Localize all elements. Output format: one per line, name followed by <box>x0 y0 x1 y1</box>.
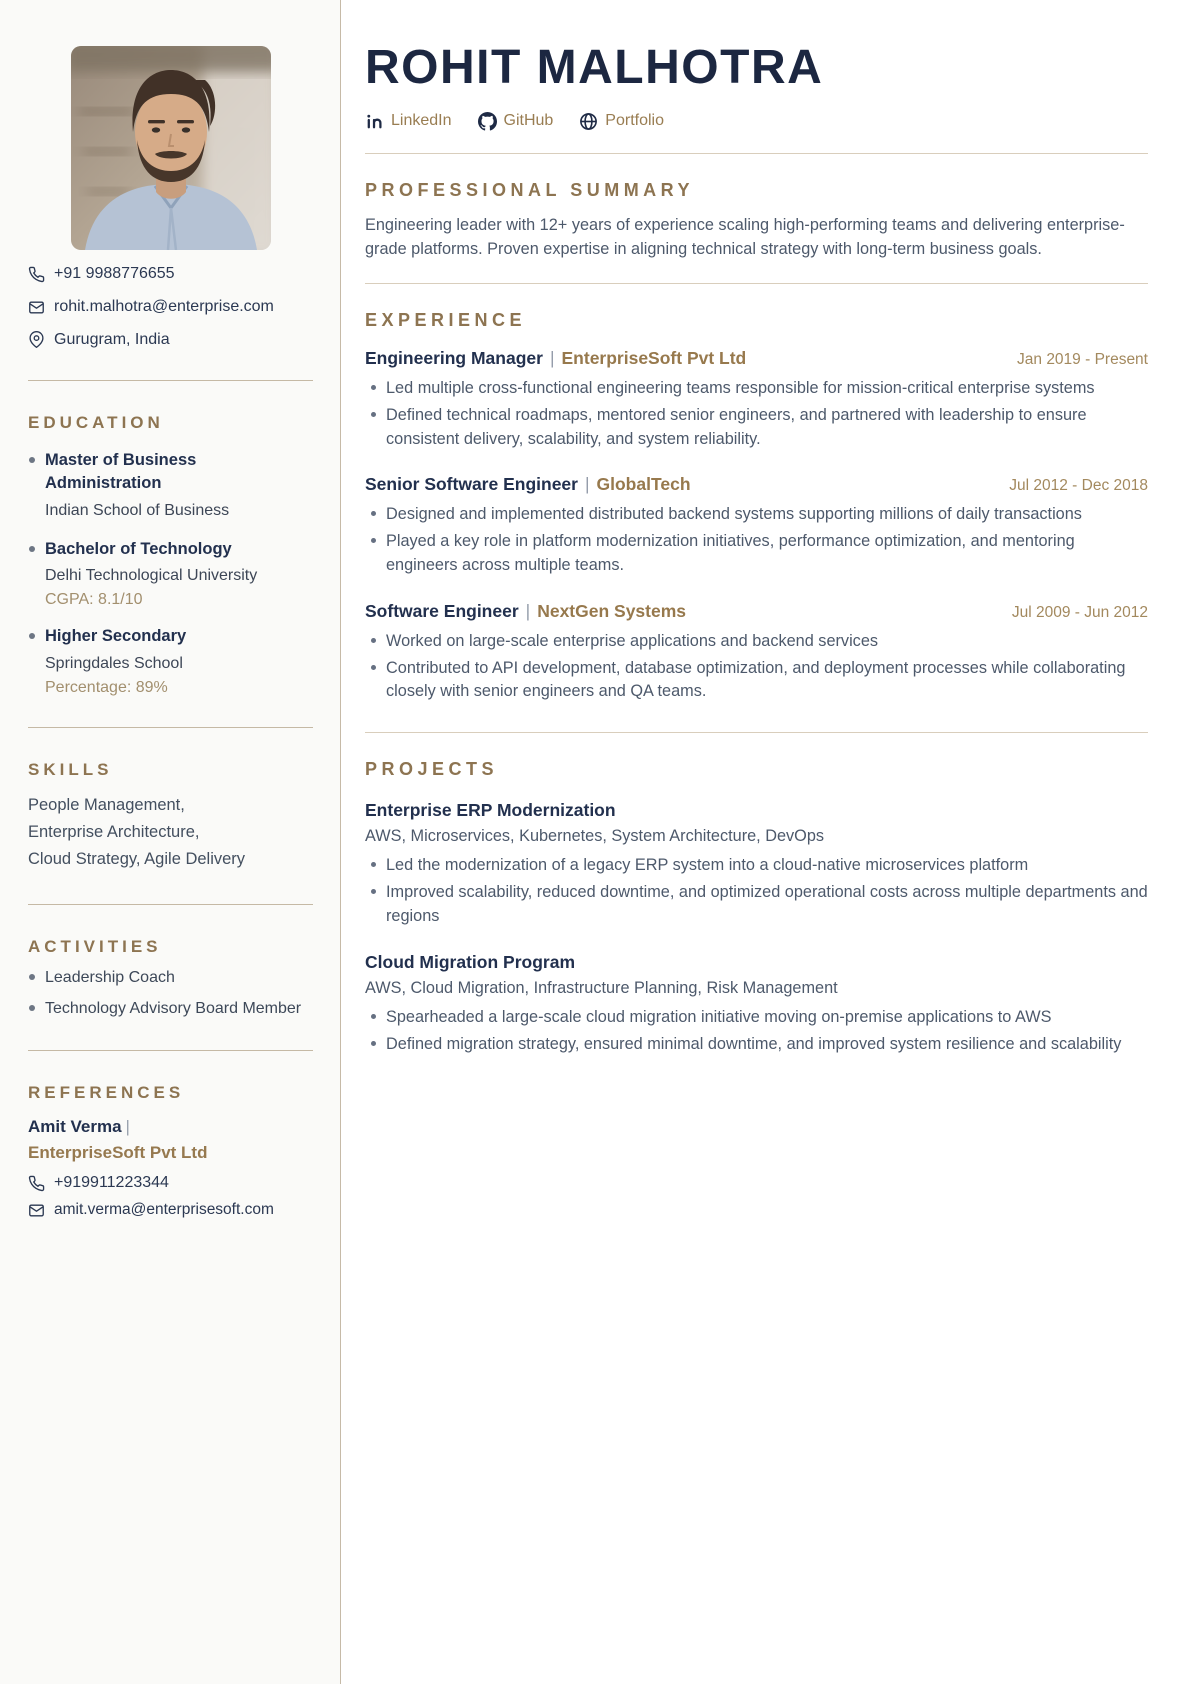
project-bullet: Spearheaded a large-scale cloud migration initiative moving on-premise applications to AWS <box>365 1006 1148 1030</box>
linkedin-label: LinkedIn <box>391 112 452 130</box>
school-name: Springdales School <box>45 654 183 672</box>
score-text: Percentage: 89% <box>45 678 168 696</box>
phone-icon <box>28 266 45 283</box>
project-bullets <box>365 854 1148 928</box>
education-item <box>28 449 313 522</box>
mail-icon <box>28 1202 45 1219</box>
job-header <box>365 474 1148 495</box>
job-bullets <box>365 377 1148 451</box>
skills-line: People Management, <box>28 795 185 814</box>
profile-photo-art <box>71 46 271 250</box>
education-item <box>28 538 313 609</box>
degree-name: Master of Business Administration <box>45 451 197 493</box>
job-title-line <box>365 348 746 369</box>
portfolio-label: Portfolio <box>605 112 664 130</box>
job-bullet: Designed and implemented distributed backend systems supporting millions of daily transactions <box>365 503 1148 527</box>
project-bullet: Defined migration strategy, ensured minimal downtime, and improved system resilience and scalability <box>365 1033 1148 1057</box>
degree-name: Higher Secondary <box>45 627 187 646</box>
sidebar-divider <box>28 727 313 728</box>
education-section-title: EDUCATION <box>28 413 164 433</box>
project-bullets <box>365 1006 1148 1057</box>
job-company: EnterpriseSoft Pvt Ltd <box>561 348 747 369</box>
job-dates: Jul 2009 - Jun 2012 <box>1011 603 1148 621</box>
mail-icon <box>28 299 45 316</box>
job-header <box>365 348 1148 369</box>
project-name: Cloud Migration Program <box>365 952 575 973</box>
contact-location <box>28 330 313 351</box>
job-bullets <box>365 503 1148 577</box>
references-section-title: REFERENCES <box>28 1082 185 1102</box>
skills-line: Cloud Strategy, Agile Delivery <box>28 850 246 869</box>
activity-item: Technology Advisory Board Member <box>28 998 313 1020</box>
github-link[interactable] <box>478 112 554 131</box>
job-bullet: Worked on large-scale enterprise applications and backend services <box>365 630 1148 654</box>
social-links <box>365 112 1148 131</box>
github-icon <box>478 112 497 131</box>
summary-section-title: PROFESSIONAL SUMMARY <box>365 179 695 200</box>
job-bullet: Played a key role in platform modernization initiatives, performance optimization, and mentoring engineers across multiple teams. <box>365 530 1148 578</box>
reference-email[interactable] <box>28 1200 313 1220</box>
job-separator: | <box>584 474 590 495</box>
score-text: CGPA: 8.1/10 <box>45 591 143 609</box>
sidebar <box>0 0 341 1684</box>
job-role: Software Engineer <box>365 600 519 621</box>
job-separator: | <box>549 348 555 369</box>
project-entry <box>365 952 1148 1057</box>
reference-name-line <box>28 1115 313 1140</box>
contact-location-text: Gurugram, India <box>54 330 170 348</box>
project-entry <box>365 800 1148 928</box>
phone-icon <box>28 1175 45 1192</box>
job-company: GlobalTech <box>596 474 691 495</box>
reference-phone[interactable] <box>28 1173 313 1194</box>
projects-section-title: PROJECTS <box>365 759 499 780</box>
job-bullets <box>365 630 1148 704</box>
reference-company: EnterpriseSoft Pvt Ltd <box>28 1143 208 1163</box>
contact-phone-text: +91 9988776655 <box>54 265 175 282</box>
experience-entry <box>365 348 1148 451</box>
divider <box>365 153 1148 154</box>
school-name: Indian School of Business <box>45 501 230 519</box>
job-company: NextGen Systems <box>537 600 687 621</box>
experience-entry <box>365 601 1148 704</box>
page-title: ROHIT MALHOTRA <box>365 41 824 94</box>
project-bullet: Improved scalability, reduced downtime, and optimized operational costs across multiple departments and regions <box>365 881 1148 929</box>
main-content <box>341 0 1190 1684</box>
job-title-line <box>365 601 686 622</box>
divider <box>365 283 1148 284</box>
activities-section-title: ACTIVITIES <box>28 936 162 956</box>
skills-line: Enterprise Architecture, <box>28 823 200 842</box>
reference-separator: | <box>125 1116 130 1136</box>
job-role: Senior Software Engineer <box>365 474 578 495</box>
job-role: Engineering Manager <box>365 348 543 369</box>
school-name: Delhi Technological University <box>45 567 258 585</box>
contact-email-text: rohit.malhotra@enterprise.com <box>54 297 274 315</box>
degree-name: Bachelor of Technology <box>45 539 232 558</box>
activity-item: Leadership Coach <box>28 967 313 989</box>
skills-section-title: SKILLS <box>28 759 113 779</box>
reference-phone-text: +919911223344 <box>54 1174 169 1192</box>
profile-photo <box>71 46 271 250</box>
job-bullet: Contributed to API development, database optimization, and deployment processes while collaborating closely with senior engineers and QA teams. <box>365 657 1148 705</box>
reference-email-text: amit.verma@enterprisesoft.com <box>54 1201 274 1219</box>
linkedin-link[interactable] <box>365 112 452 131</box>
job-dates: Jul 2012 - Dec 2018 <box>1009 477 1148 495</box>
job-bullet: Defined technical roadmaps, mentored senior engineers, and partnered with leadership to ensure consistent delivery, scalability, and system reliability. <box>365 404 1148 452</box>
project-name: Enterprise ERP Modernization <box>365 800 616 821</box>
job-title-line <box>365 474 691 495</box>
github-label: GitHub <box>503 112 554 130</box>
sidebar-divider <box>28 380 313 381</box>
summary-text: Engineering leader with 12+ years of experience scaling high-performing teams and delivering enterprise-grade platforms. Proven expertise in aligning technical strategy with long-term business goals. <box>365 215 1125 258</box>
job-separator: | <box>525 600 531 621</box>
experience-entry <box>365 474 1148 577</box>
location-pin-icon <box>28 331 45 348</box>
job-dates: Jan 2019 - Present <box>1017 351 1148 369</box>
portfolio-link[interactable] <box>579 112 664 131</box>
job-header <box>365 601 1148 622</box>
divider <box>365 732 1148 733</box>
education-item <box>28 625 313 696</box>
skills-text <box>28 792 313 874</box>
project-bullet: Led the modernization of a legacy ERP system into a cloud-native microservices platform <box>365 854 1148 878</box>
activities-list <box>28 967 313 1020</box>
contact-email[interactable] <box>28 297 313 318</box>
experience-section-title: EXPERIENCE <box>365 310 527 331</box>
sidebar-divider <box>28 904 313 905</box>
project-stack: AWS, Cloud Migration, Infrastructure Planning, Risk Management <box>365 979 838 998</box>
job-bullet: Led multiple cross-functional engineering teams responsible for mission-critical enterprise systems <box>365 377 1148 401</box>
reference-name: Amit Verma <box>28 1116 122 1136</box>
globe-icon <box>579 112 598 131</box>
linkedin-icon <box>365 112 384 131</box>
project-stack: AWS, Microservices, Kubernetes, System Architecture, DevOps <box>365 827 825 846</box>
sidebar-divider <box>28 1050 313 1051</box>
contact-phone[interactable] <box>28 264 313 285</box>
education-list <box>28 449 313 697</box>
